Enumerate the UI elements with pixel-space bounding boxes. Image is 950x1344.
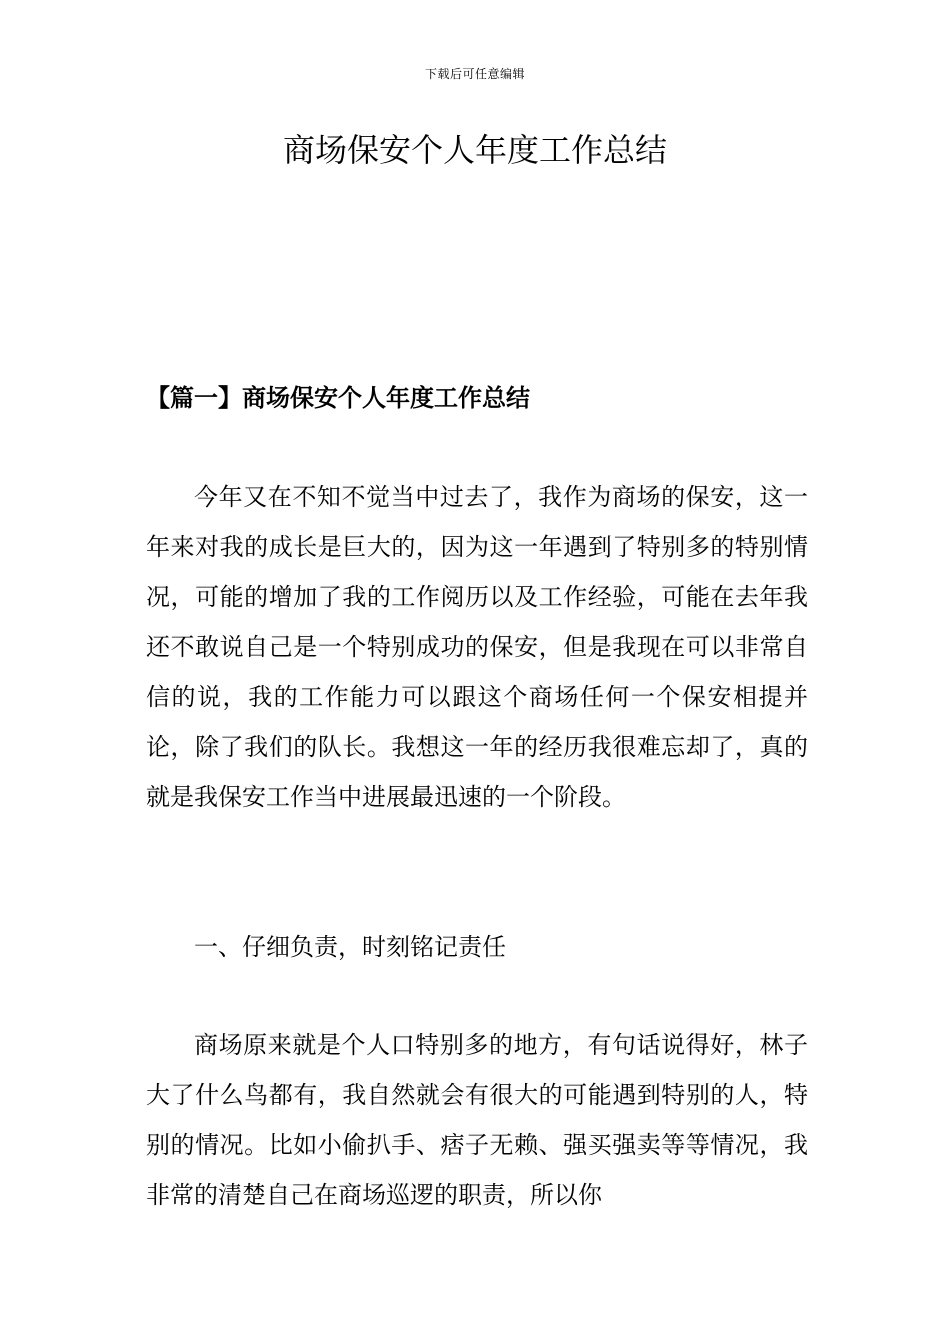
body-paragraph-2: 商场原来就是个人口特别多的地方，有句话说得好，林子大了什么鸟都有，我自然就会有很大的可能遇到特别的人，特别的情况。比如小偷扒手、痞子无赖、强买强卖等等情况，我非常的清楚自己在商场巡逻的职责，所以你 [146, 1031, 808, 1209]
section-heading: 【篇一】商场保安个人年度工作总结 [146, 383, 530, 412]
document-title: 商场保安个人年度工作总结 [282, 131, 667, 169]
header-note: 下载后可任意编辑 [424, 67, 525, 81]
sub-heading-1: 一、仔细负责，时刻铭记责任 [194, 933, 506, 961]
body-paragraph-1: 今年又在不知不觉当中过去了，我作为商场的保安，这一年来对我的成长是巨大的，因为这一年遇到了特别多的特别情况，可能的增加了我的工作阅历以及工作经验，可能在去年我还不敢说自己是一个特别成功的保安，但是我现在可以非常自信的说，我的工作能力可以跟这个商场任何一个保安相提并论，除了我们的队长。我想这一年的经历我很难忘却了，真的就是我保安工作当中进展最迅速的一个阶段。 [146, 483, 808, 811]
